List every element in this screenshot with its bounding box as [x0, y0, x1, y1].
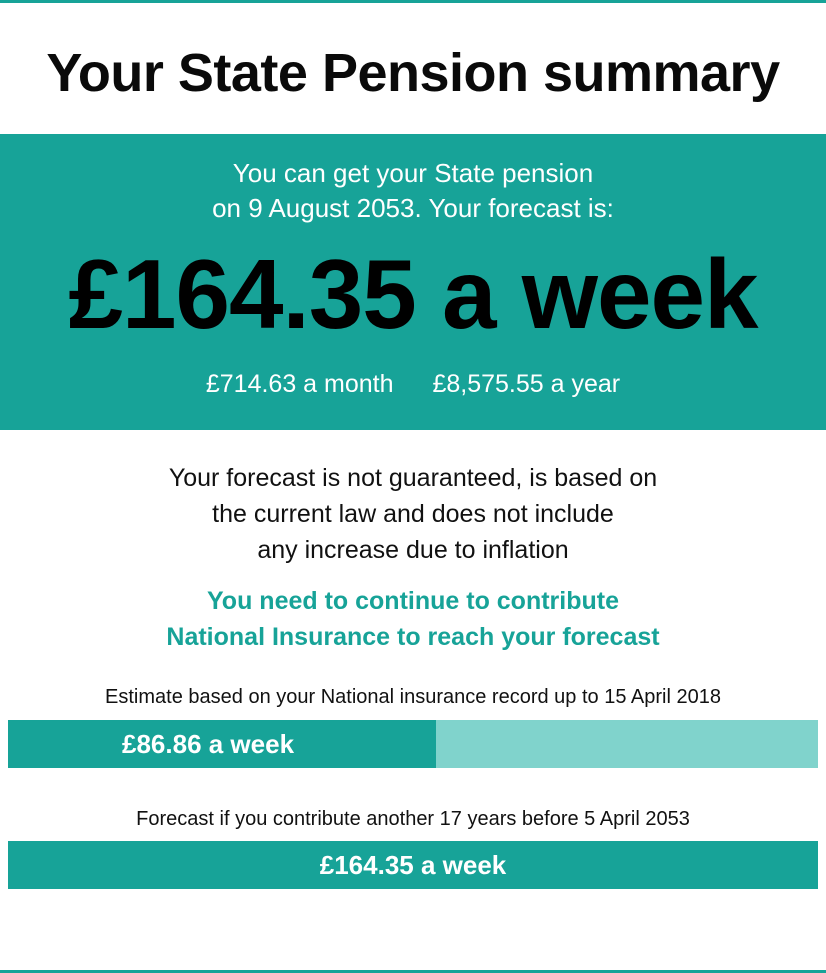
- disclaimer-line-1: Your forecast is not guaranteed, is based on: [168, 464, 658, 492]
- page-title: Your State Pension summary: [46, 43, 780, 103]
- contribute-note-line-1: You need to continue to contribute: [206, 587, 619, 615]
- forecast-bar-label: £164.35 a week: [319, 850, 507, 880]
- estimate-bar: [8, 720, 818, 768]
- forecast-panel: [0, 134, 826, 430]
- forecast-disclaimer: [0, 460, 826, 568]
- estimate-bar-caption: Estimate based on your National insurance record up to 15 April 2018: [105, 686, 721, 708]
- disclaimer-line-3: any increase due to inflation: [257, 536, 569, 564]
- forecast-bar-caption: Forecast if you contribute another 17 years before 5 April 2053: [136, 808, 690, 830]
- forecast-intro: [0, 156, 826, 226]
- weekly-forecast-amount: £164.35 a week: [68, 239, 758, 349]
- forecast-intro-line-1: You can get your State pension: [232, 158, 594, 188]
- top-divider: [0, 0, 826, 3]
- estimate-bar-label: £86.86 a week: [122, 729, 295, 759]
- monthly-forecast-amount: £714.63 a month: [205, 370, 394, 398]
- disclaimer-line-2: the current law and does not include: [212, 500, 614, 528]
- other-forecast-amounts: [0, 370, 826, 399]
- contribute-note: [0, 583, 826, 655]
- yearly-forecast-amount: £8,575.55 a year: [432, 370, 621, 398]
- forecast-bar: [8, 841, 818, 889]
- forecast-intro-line-2: on 9 August 2053. Your forecast is:: [212, 193, 614, 223]
- contribute-note-line-2: National Insurance to reach your forecast: [166, 623, 660, 651]
